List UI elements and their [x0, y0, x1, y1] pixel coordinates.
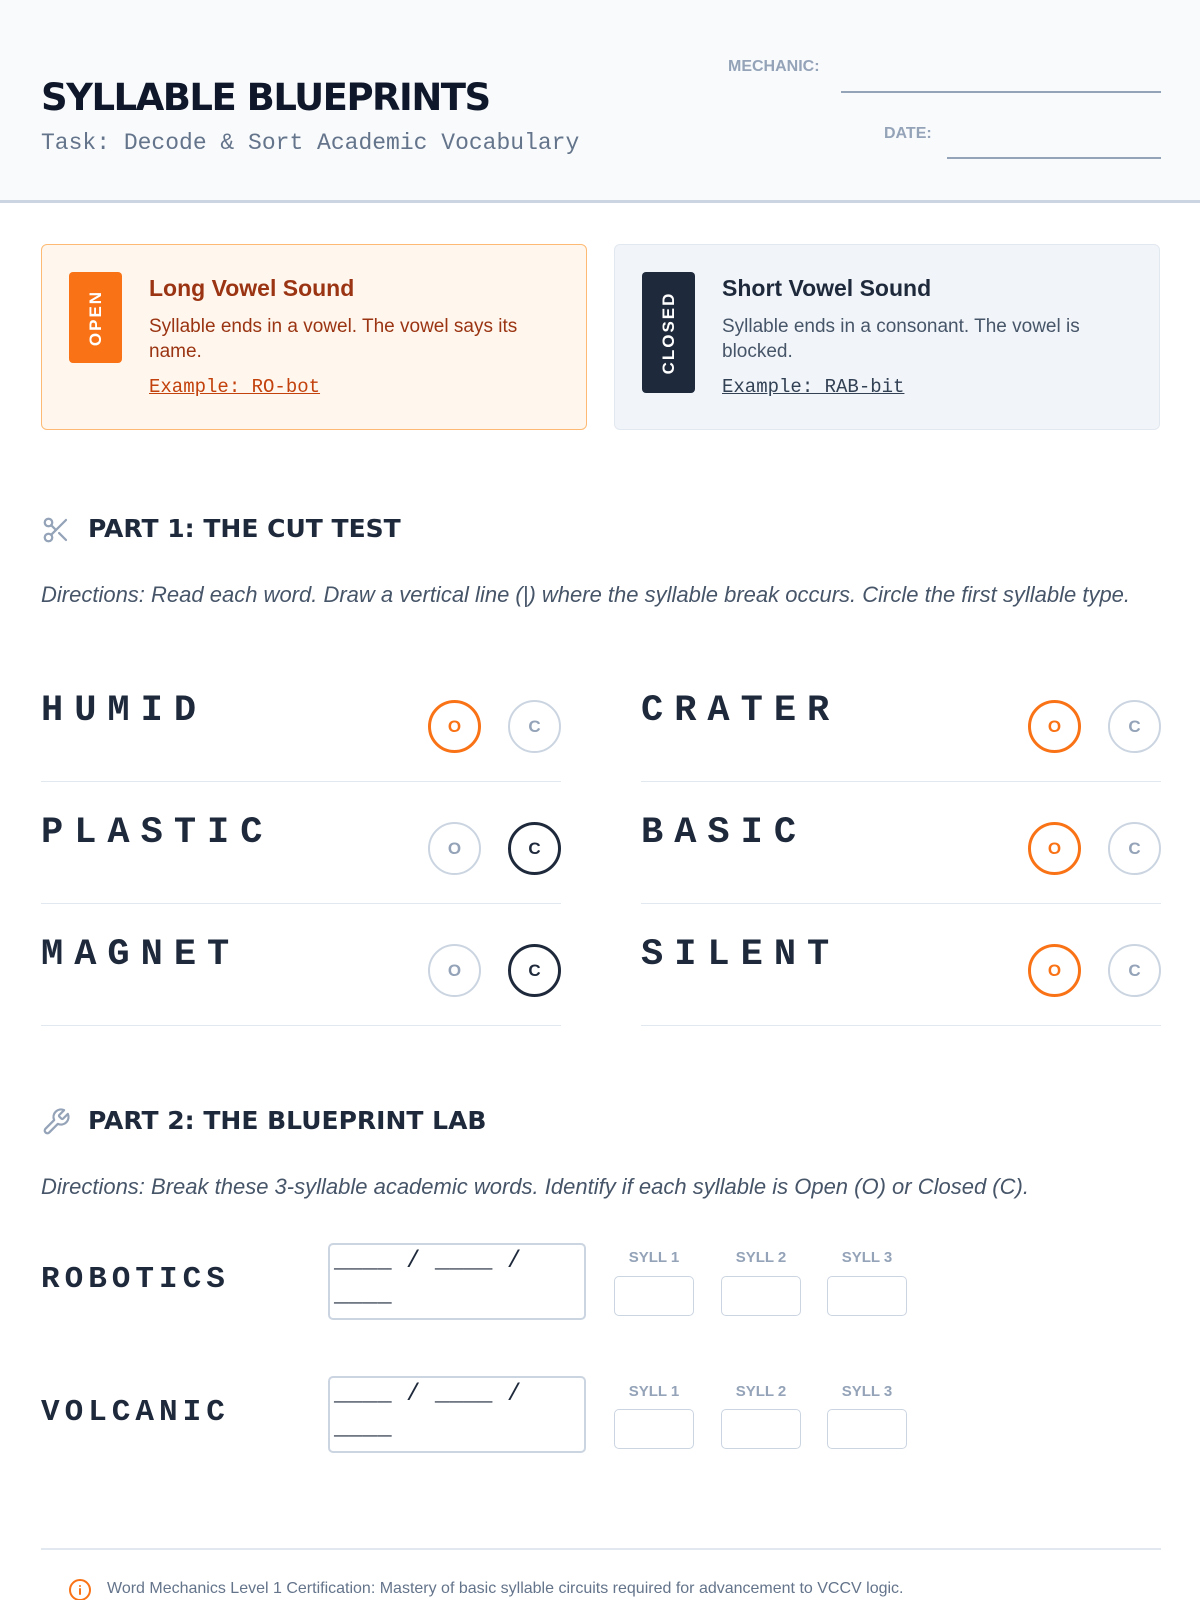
part2-directions: Directions: Break these 3-syllable academic words. Identify if each syllable is Open (O) or Closed (C). [41, 1174, 1029, 1199]
open-option[interactable]: O [1028, 944, 1081, 997]
info-icon [68, 1578, 92, 1600]
word-row [41, 660, 561, 782]
closed-option[interactable]: C [1108, 700, 1161, 753]
syllable-2-label: SYLL 2 [735, 1383, 787, 1400]
page-subtitle: Task: Decode & Sort Academic Vocabulary [41, 130, 580, 156]
syllable-2-box[interactable] [721, 1276, 801, 1316]
page-title: SYLLABLE BLUEPRINTS [41, 76, 490, 119]
mechanic-label: MECHANIC: [728, 58, 820, 75]
closed-card-title: Short Vowel Sound [722, 275, 932, 301]
syllable-3-box[interactable] [827, 1276, 907, 1316]
closed-option[interactable]: C [508, 822, 561, 875]
word: MAGNET [41, 934, 241, 976]
part1-title: PART 1: THE CUT TEST [88, 514, 401, 543]
date-label: DATE: [884, 125, 932, 142]
word-row [641, 904, 1161, 1026]
scissors-icon [41, 515, 71, 545]
syllable-break-field[interactable]: ____ / ____ / ____ [328, 1376, 586, 1453]
open-option[interactable]: O [428, 700, 481, 753]
open-card-description: Syllable ends in a vowel. The vowel says its name. [149, 316, 518, 362]
open-tag: OPEN [69, 272, 122, 363]
open-syllable-card [41, 244, 587, 430]
word: SILENT [641, 934, 841, 976]
footer-note: Word Mechanics Level 1 Certification: Mastery of basic syllable circuits required for advancement to VCCV logic. [107, 1580, 904, 1597]
open-option[interactable]: O [1028, 700, 1081, 753]
part1-directions: Directions: Read each word. Draw a vertical line (|) where the syllable break occurs. Circle the first syllable type. [41, 582, 1131, 607]
syllable-break-field[interactable]: ____ / ____ / ____ [328, 1243, 586, 1320]
open-option[interactable]: O [428, 822, 481, 875]
closed-option[interactable]: C [1108, 822, 1161, 875]
part2-title: PART 2: THE BLUEPRINT LAB [88, 1106, 487, 1135]
wrench-icon [41, 1107, 71, 1137]
lab-word: VOLCANIC [41, 1395, 230, 1430]
syllable-1-box[interactable] [614, 1276, 694, 1316]
syllable-1-box[interactable] [614, 1409, 694, 1449]
closed-option[interactable]: C [508, 700, 561, 753]
open-option[interactable]: O [428, 944, 481, 997]
syllable-1-label: SYLL 1 [628, 1383, 680, 1400]
word-row [41, 904, 561, 1026]
syllable-2-label: SYLL 2 [735, 1249, 787, 1266]
date-field[interactable] [947, 157, 1161, 159]
closed-tag: CLOSED [642, 272, 695, 393]
syllable-3-label: SYLL 3 [841, 1383, 893, 1400]
syllable-2-box[interactable] [721, 1409, 801, 1449]
closed-syllable-card [614, 244, 1160, 430]
word: HUMID [41, 690, 208, 732]
word-row [41, 782, 561, 904]
closed-option[interactable]: C [508, 944, 561, 997]
word-row [641, 782, 1161, 904]
closed-option[interactable]: C [1108, 944, 1161, 997]
footer-divider [41, 1548, 1161, 1550]
syllable-1-label: SYLL 1 [628, 1249, 680, 1266]
open-card-example: Example: RO-bot [149, 376, 321, 398]
word-row [641, 660, 1161, 782]
worksheet-header [0, 0, 1200, 203]
open-card-title: Long Vowel Sound [149, 275, 355, 301]
closed-card-example: Example: RAB-bit [722, 376, 905, 398]
word: BASIC [641, 812, 808, 854]
closed-card-description: Syllable ends in a consonant. The vowel is blocked. [722, 316, 1080, 362]
lab-word: ROBOTICS [41, 1262, 230, 1297]
mechanic-field[interactable] [841, 91, 1161, 93]
open-option[interactable]: O [1028, 822, 1081, 875]
syllable-3-box[interactable] [827, 1409, 907, 1449]
syllable-3-label: SYLL 3 [841, 1249, 893, 1266]
word: CRATER [641, 690, 841, 732]
word: PLASTIC [41, 812, 274, 854]
